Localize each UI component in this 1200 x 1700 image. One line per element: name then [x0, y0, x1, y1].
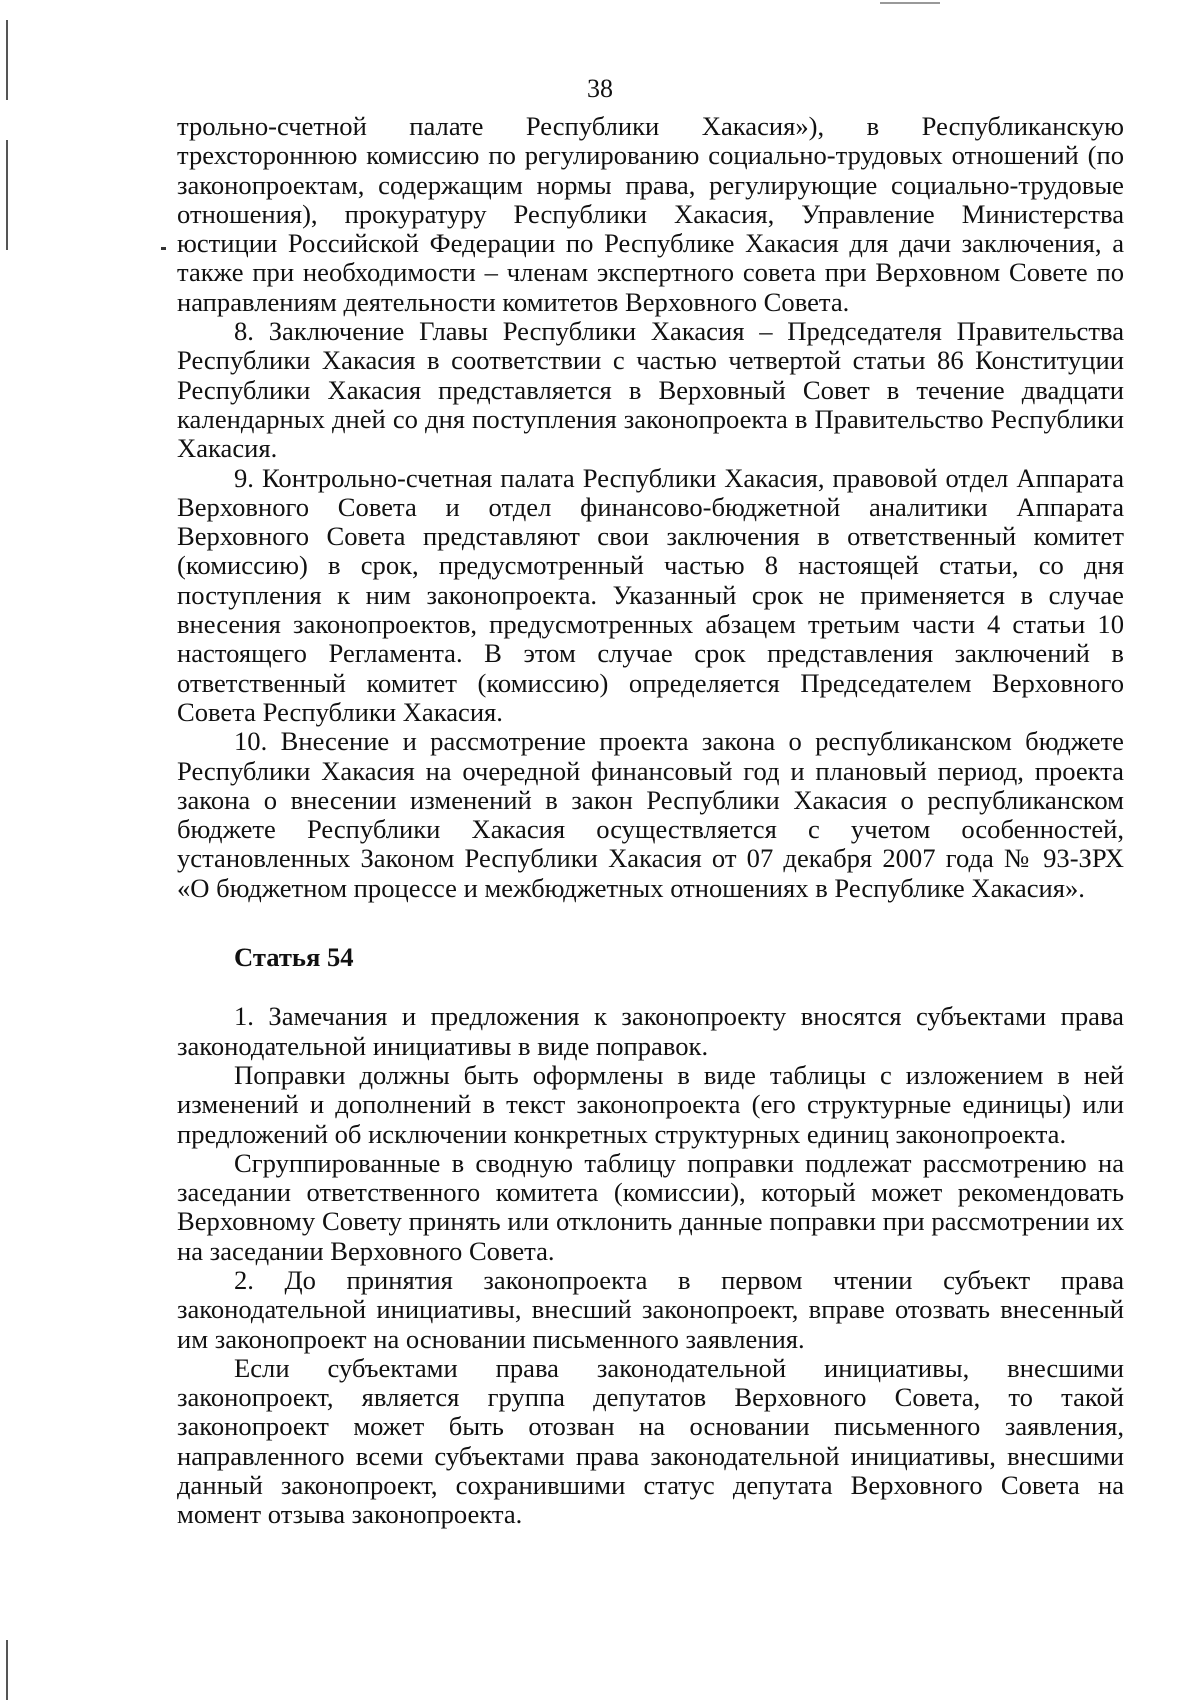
article-heading: Статья 54 [234, 942, 354, 973]
paragraph: 1. Замечания и предложения к законопроекту вносятся субъектами права законодательной инициативы в виде поправок. [177, 1001, 1124, 1061]
paragraph: 2. До принятия законопроекта в первом чтении субъект права законодательной инициативы, внесший законопроект, вправе отозвать внесенный им законопроект на основании письменного заявления. [177, 1264, 1124, 1354]
paragraph: трольно-счетной палате Республики Хакасия»), в Республиканскую трехстороннюю комиссию по регулированию социально-трудовых отношений (по законопроектам, содержащим нормы права, регулирующие социально-трудовые отношения), прокуратуру Республики Хакасия, Управление Министерства юстиции Российской Федерации по Республике Хакасия для дачи заключения, а также при необходимости – членам экспертного совета при Верховном Совете по направлениям деятельности комитетов Верховного Совета. [177, 111, 1124, 317]
page-number: 38 [587, 74, 613, 103]
paragraphs-block-2 [177, 1002, 1124, 1529]
paragraph: 9. Контрольно-счетная палата Республики Хакасия, правовой отдел Аппарата Верховного Совета и отдел финансово-бюджетной аналитики Аппарата Верховного Совета представляют свои заключения в ответственный комитет (комиссию) в срок, предусмотренный частью 8 настоящей статьи, со дня поступления к ним законопроекта. Указанный срок не применяется в случае внесения законопроектов, предусмотренных абзацем третьим части 4 статьи 10 настоящего Регламента. В этом случае срок представления заключений в ответственный комитет (комиссию) определяется Председателем Верховного Совета Республики Хакасия. [177, 462, 1124, 727]
document-body [177, 112, 1124, 1530]
paragraph: 10. Внесение и рассмотрение проекта закона о республиканском бюджете Республики Хакасия на очередной финансовый год и плановый период, проекта закона о внесении изменений в закон Республики Хакасия о республиканском бюджете Республики Хакасия осуществляется с учетом особенностей, установленных Законом Республики Хакасия от 07 декабря 2007 года № 93-ЗРХ «О бюджетном процессе и межбюджетных отношениях в Республике Хакасия». [177, 726, 1124, 903]
paragraph: 8. Заключение Главы Республики Хакасия – Председателя Правительства Республики Хакасия в соответствии с частью четвертой статьи 86 Конституции Республики Хакасия представляется в Верховный Совет в течение двадцати календарных дней со дня поступления законопроекта в Правительство Республики Хакасия. [177, 316, 1124, 464]
paragraph: Сгруппированные в сводную таблицу поправки подлежат рассмотрению на заседании ответственного комитета (комиссии), который может рекомендовать Верховному Совету принять или отклонить данные поправки при рассмотрении их на заседании Верховного Совета. [177, 1147, 1124, 1266]
scan-artifact-line [6, 1640, 8, 1700]
paragraph: Поправки должны быть оформлены в виде таблицы с изложением в ней изменений и дополнений в текст законопроекта (его структурные единицы) или предложений об исключении конкретных структурных единиц законопроекта. [177, 1059, 1124, 1149]
scan-artifact-line [6, 140, 8, 250]
paragraph: Если субъектами права законодательной инициативы, внесшими законопроект, является группа депутатов Верховного Совета, то такой законопроект может быть отозван на основании письменного заявления, направленного всеми субъектами права законодательной инициативы, внесшими данный законопроект, сохранившими статус депутата Верховного Совета на момент отзыва законопроекта. [177, 1352, 1124, 1530]
scan-artifact-dot [161, 247, 166, 250]
paragraphs-block-1 [177, 112, 1124, 903]
scan-artifact-line [880, 2, 940, 4]
